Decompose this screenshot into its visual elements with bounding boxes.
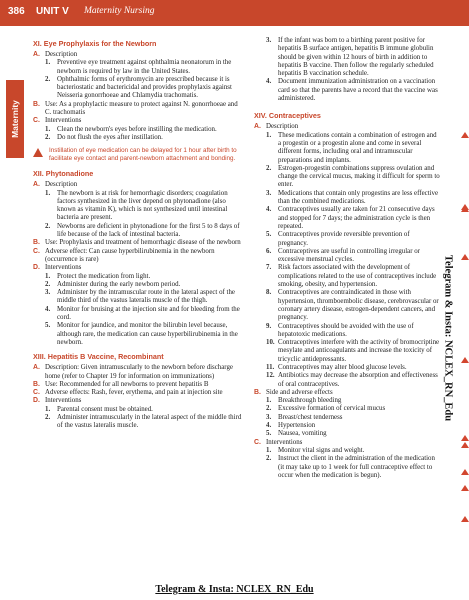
list-item: 1. Preventive eye treatment against ophthalmia neonatorum in the newborn is required by law in the United States. <box>45 59 232 75</box>
section-title: XII. Phytonadione <box>33 169 94 179</box>
list-item: 2. Instruct the client in the administration of the medication (it may take up to 1 week for full contraceptive effect to occur when the medication is begun). <box>266 455 435 479</box>
section-title: XI. Eye Prophylaxis for the Newborn <box>33 39 157 48</box>
list-item: 1. Parental consent must be obtained. <box>45 405 153 413</box>
list-item: 1. Monitor vital signs and weight. <box>266 446 365 454</box>
list-item: 2. Estrogen-progestin combinations suppress ovulation and change the cervical mucus, making it difficult for sperm to enter. <box>266 164 440 189</box>
edge-triangle-icon <box>461 485 469 491</box>
right-column <box>254 37 441 480</box>
list-item: 5. Nausea, vomiting <box>266 430 327 438</box>
list-item: 8. Contraceptives are contraindicated in those with hypertension, thromboembolic disease, cerebrovascular or coronary artery disease, estrogen-dependent cancers, and pregnancy. <box>266 289 439 322</box>
list-item: A. Description <box>33 181 78 189</box>
list-item: 4. Contraceptives usually are taken for 21 consecutive days and stopped for 7 days; the administration cycle is then repeated. <box>266 206 435 230</box>
vertical-watermark: Telegram & Insta: NCLEX_RN_Edu <box>442 254 454 422</box>
list-item: 1. Breakthrough bleeding <box>266 397 342 405</box>
list-item: A. Description <box>254 123 299 131</box>
footer-watermark: Telegram & Insta: NCLEX_RN_Edu <box>155 584 314 595</box>
edge-triangle-icon <box>461 516 469 522</box>
list-item: 9. Contraceptives should be avoided with the use of hepatotoxic medications. <box>266 322 414 338</box>
section-title: XIII. Hepatitis B Vaccine, Recombinant <box>33 352 164 362</box>
list-item: 3. Administer by the intramuscular route in the lateral aspect of the middle third of the vastus lateralis muscle of the thigh. <box>45 289 235 305</box>
section-side-tab <box>6 80 24 158</box>
side-tab-label: Maternity <box>10 100 20 138</box>
edge-triangle-icon <box>461 254 469 260</box>
list-item: B. Use: Recommended for all newborns to prevent hepatitis B <box>33 380 209 388</box>
list-item: C. Adverse effects: Rash, fever, erythema, and pain at injection site <box>33 389 223 397</box>
list-item: C. Interventions <box>33 117 82 125</box>
list-item: 6. Contraceptives are useful in controlling irregular or excessive menstrual cycles. <box>266 247 420 264</box>
list-item: 12. Antibiotics may decrease the absorption and effectiveness of oral contraceptives. <box>266 372 438 388</box>
edge-triangle-icon <box>461 132 469 138</box>
list-item: 2. Ophthalmic forms of erythromycin are prescribed because it is bacteriostatic and bactericidal and provides prophylaxis against Neisseria gonorrhoeae and Chlamydia trachomatis. <box>45 75 232 100</box>
list-item: B. Use: As a prophylactic measure to protect against N. gonorrhoeae and C. trachomatis <box>33 100 238 117</box>
list-item: 1. These medications contain a combination of estrogen and a progestin or a progestin alone and come in several different forms, including oral and intramuscular preparations and implants. <box>266 131 437 164</box>
section-title: XIV. Contraceptives <box>254 111 321 121</box>
edge-triangle-icon <box>461 435 469 441</box>
page-header <box>0 0 469 26</box>
list-item: B. Side and adverse effects <box>254 388 333 396</box>
list-item: 5. Contraceptives provide reversible prevention of pregnancy. <box>266 231 410 247</box>
list-item: 2. Newborns are deficient in phytonadione for the first 5 to 8 days of life because of the lack of intestinal bacteria. <box>45 222 240 239</box>
edge-triangle-icon <box>461 469 469 475</box>
priority-note: Instillation of eye medication can be delayed for 1 hour after birth to facilitate eye contact and parent-newborn attachment and bonding. <box>33 147 245 163</box>
list-item: 3. Medications that contain only progestins are less effective than the combined medications. <box>266 189 439 206</box>
list-item: 2. Administer during the early newborn period. <box>45 280 181 288</box>
list-item: 2. Do not flush the eyes after instillation. <box>45 133 163 141</box>
list-item: 2. Excessive formation of cervical mucus <box>266 405 386 413</box>
list-item: D. Interventions <box>33 397 82 405</box>
page-number: 386 <box>8 6 25 17</box>
list-item: B. Use: Prophylaxis and treatment of hemorrhagic disease of the newborn <box>33 239 241 247</box>
list-item: 11. Contraceptives may alter blood glucose levels. <box>266 363 407 371</box>
list-item: C. Adverse effect: Can cause hyperbilirubinemia in the newborn (occurrence is rare) <box>33 247 215 263</box>
list-item: 3. Breast/chest tenderness <box>266 413 343 421</box>
unit-label: UNIT V <box>36 6 69 17</box>
list-item: 4. Monitor for bruising at the injection site and for bleeding from the cord. <box>45 305 240 322</box>
list-item: 10. Contraceptives interfere with the activity of bromocriptine mesylate and anticoagulants and increase the toxicity of tricyclic antidepressants. <box>266 339 440 363</box>
list-item: 5. Monitor for jaundice, and monitor the bilirubin level because, although rare, the medication can cause hyperbilirubinemia in the newborn. <box>45 322 238 346</box>
edge-triangle-icon <box>461 442 469 448</box>
left-column <box>33 37 245 431</box>
list-item: 4. Document immunization administration on a vaccination card so that the parents have a record that the vaccine was administered. <box>266 78 438 103</box>
list-item: C. Interventions <box>254 438 303 446</box>
list-item: 1. Clean the newborn's eyes before instilling the medication. <box>45 125 217 133</box>
edge-triangle-icon <box>461 206 469 212</box>
list-item: 7. Risk factors associated with the development of complications related to the use of contraceptives include smoking, obesity, and hypertension. <box>266 264 437 289</box>
list-item: D. Interventions <box>33 264 82 272</box>
list-item: 4. Hypertension <box>266 422 316 430</box>
list-item: 2. Administer intramuscularly in the lateral aspect of the middle third of the vastus lateralis muscle. <box>45 413 242 430</box>
list-item: A. Description: Given intramuscularly to the newborn before discharge home (refer to Chapter 19 for information on immunizations) <box>33 364 233 380</box>
chapter-title: Maternity Nursing <box>84 6 155 16</box>
edge-triangle-icon <box>461 357 469 363</box>
list-item: 1. The newborn is at risk for hemorrhagic disorders; coagulation factors synthesized in the liver depend on phytonadione (also known as vitamin K), which is not synthesized until intestinal bacteria are present. <box>45 189 228 222</box>
list-item: 3. If the infant was born to a birthing parent positive for hepatitis B surface antigen, hepatitis B immune globulin should be given within 12 hours of birth in addition to hepatitis B vaccine. Then follow the regularly scheduled hepatitis B vaccination schedule. <box>266 37 434 78</box>
warning-triangle-icon <box>33 148 43 157</box>
list-item: 1. Protect the medication from light. <box>45 272 151 280</box>
list-item: A. Description <box>33 51 78 58</box>
